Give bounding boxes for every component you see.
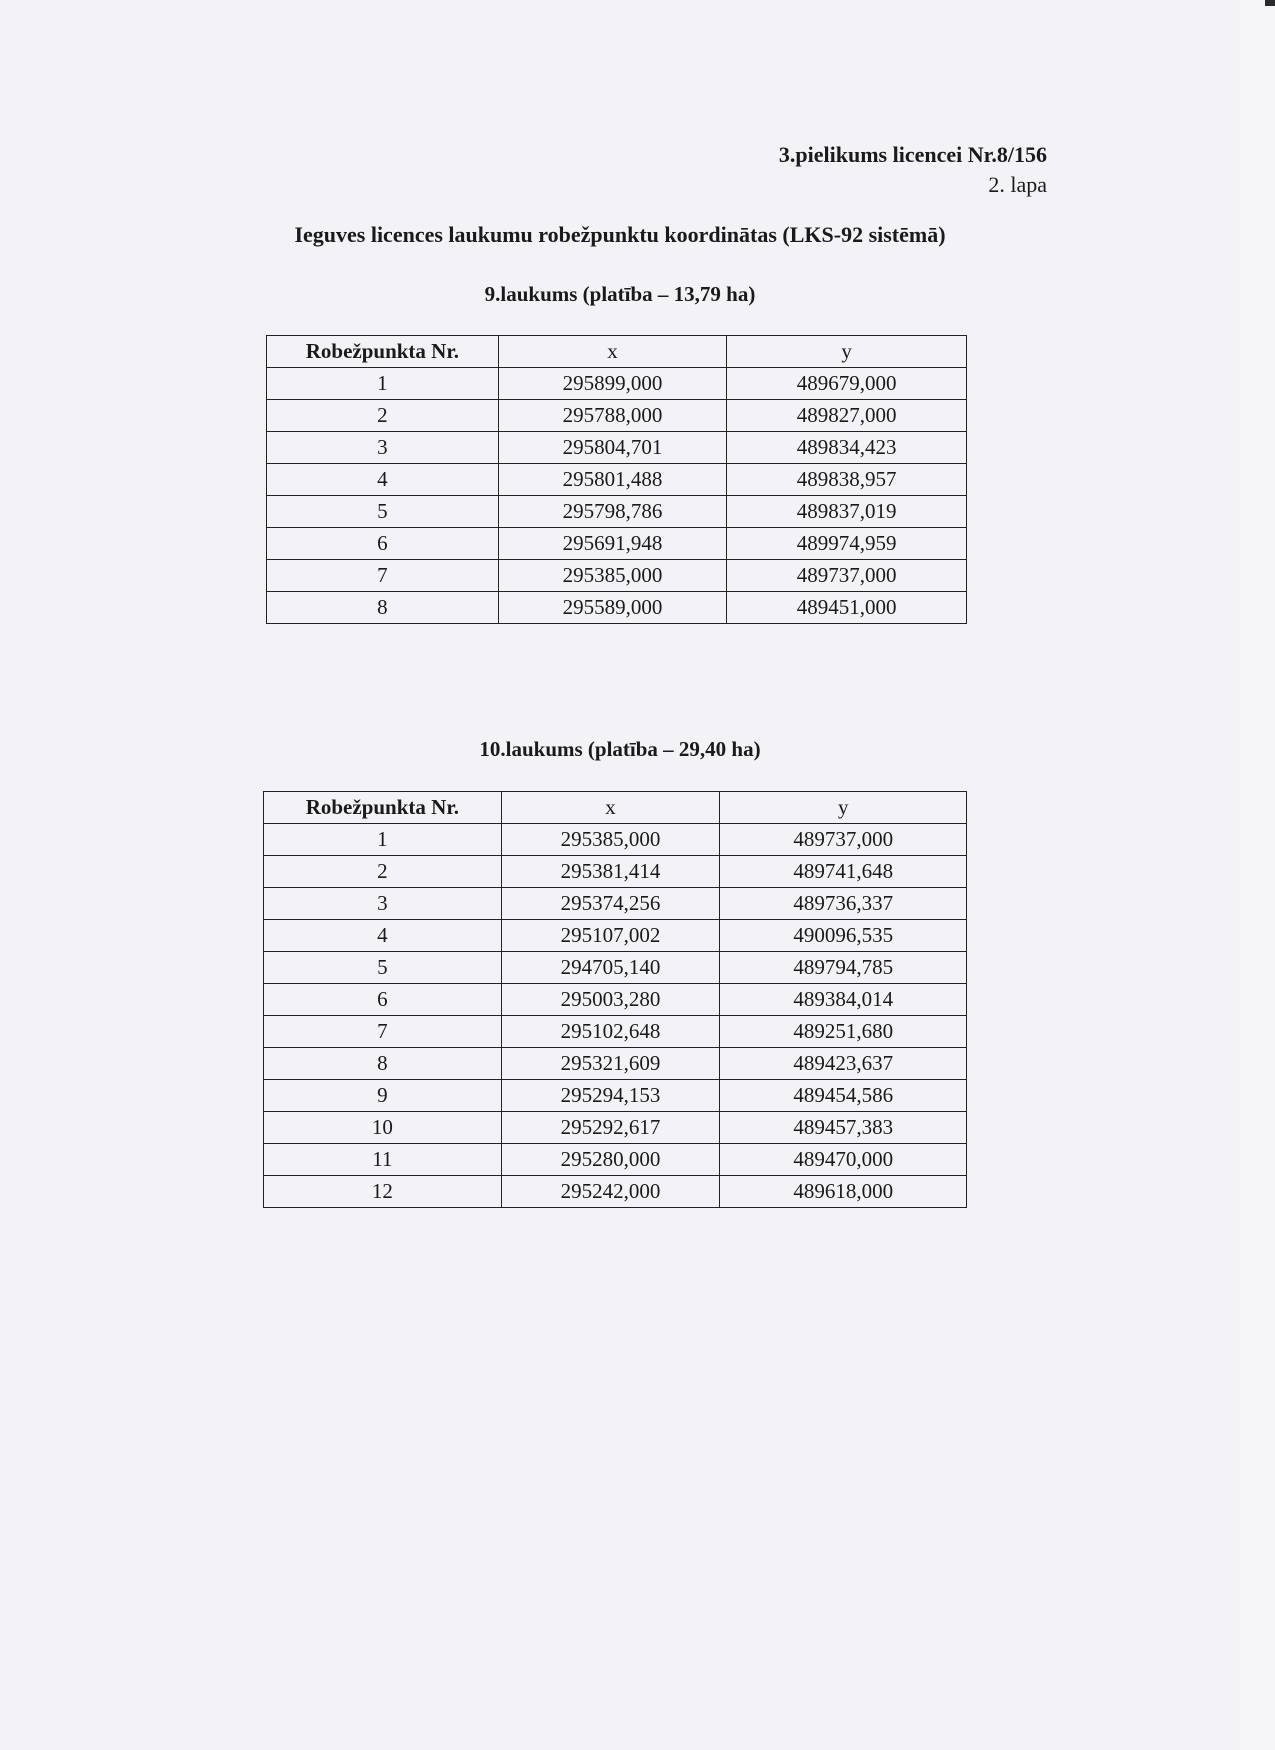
cell-y: 489679,000 — [727, 368, 967, 400]
cell-point-nr: 10 — [264, 1112, 502, 1144]
cell-x: 295003,280 — [501, 984, 720, 1016]
table-row — [264, 1176, 967, 1208]
cell-point-nr: 9 — [264, 1080, 502, 1112]
cell-y: 489737,000 — [727, 560, 967, 592]
cell-y: 489837,019 — [727, 496, 967, 528]
section-title-9: 9.laukums (platība – 13,79 ha) — [484, 282, 756, 306]
table-row — [264, 888, 967, 920]
cell-y: 489451,000 — [727, 592, 967, 624]
cell-point-nr: 8 — [267, 592, 499, 624]
column-header-x: x — [501, 792, 720, 824]
cell-x: 295381,414 — [501, 856, 720, 888]
cell-y: 489974,959 — [727, 528, 967, 560]
cell-x: 295280,000 — [501, 1144, 720, 1176]
cell-x: 295899,000 — [498, 368, 727, 400]
cell-x: 295801,488 — [498, 464, 727, 496]
cell-x: 295107,002 — [501, 920, 720, 952]
cell-y: 489251,680 — [720, 1016, 967, 1048]
cell-point-nr: 4 — [267, 464, 499, 496]
table-header-row — [264, 792, 967, 824]
cell-x: 295385,000 — [498, 560, 727, 592]
cell-point-nr: 3 — [264, 888, 502, 920]
column-header-x: x — [498, 336, 727, 368]
table-row — [264, 1144, 967, 1176]
cell-y: 489384,014 — [720, 984, 967, 1016]
table-body — [264, 824, 967, 1208]
cell-x: 295788,000 — [498, 400, 727, 432]
column-header-point-nr: Robežpunkta Nr. — [264, 792, 502, 824]
cell-point-nr: 6 — [267, 528, 499, 560]
table-row — [264, 856, 967, 888]
column-header-y: y — [727, 336, 967, 368]
cell-x: 295589,000 — [498, 592, 727, 624]
cell-x: 295294,153 — [501, 1080, 720, 1112]
page-number: 2. lapa — [988, 172, 1047, 197]
cell-point-nr: 7 — [264, 1016, 502, 1048]
cell-y: 489794,785 — [720, 952, 967, 984]
cell-point-nr: 5 — [264, 952, 502, 984]
cell-x: 295374,256 — [501, 888, 720, 920]
cell-point-nr: 1 — [267, 368, 499, 400]
cell-y: 489423,637 — [720, 1048, 967, 1080]
cell-x: 295321,609 — [501, 1048, 720, 1080]
scan-edge-mark — [1265, 0, 1275, 6]
cell-point-nr: 4 — [264, 920, 502, 952]
cell-point-nr: 7 — [267, 560, 499, 592]
cell-y: 489457,383 — [720, 1112, 967, 1144]
table-row — [264, 824, 967, 856]
cell-x: 295691,948 — [498, 528, 727, 560]
cell-y: 490096,535 — [720, 920, 967, 952]
cell-y: 489736,337 — [720, 888, 967, 920]
cell-x: 295292,617 — [501, 1112, 720, 1144]
cell-x: 294705,140 — [501, 952, 720, 984]
cell-x: 295102,648 — [501, 1016, 720, 1048]
table-row — [267, 560, 967, 592]
cell-y: 489618,000 — [720, 1176, 967, 1208]
table-row — [264, 984, 967, 1016]
column-header-y: y — [720, 792, 967, 824]
table-row — [264, 1048, 967, 1080]
cell-x: 295385,000 — [501, 824, 720, 856]
table-row — [267, 464, 967, 496]
table-row — [264, 1016, 967, 1048]
scan-edge — [1240, 0, 1275, 1750]
cell-point-nr: 11 — [264, 1144, 502, 1176]
cell-y: 489741,648 — [720, 856, 967, 888]
cell-point-nr: 8 — [264, 1048, 502, 1080]
cell-point-nr: 5 — [267, 496, 499, 528]
cell-point-nr: 2 — [264, 856, 502, 888]
section-title-10: 10.laukums (platība – 29,40 ha) — [479, 737, 761, 761]
cell-point-nr: 1 — [264, 824, 502, 856]
cell-x: 295242,000 — [501, 1176, 720, 1208]
table-header-row — [267, 336, 967, 368]
table-row — [267, 496, 967, 528]
table-row — [267, 592, 967, 624]
cell-x: 295798,786 — [498, 496, 727, 528]
cell-y: 489827,000 — [727, 400, 967, 432]
cell-point-nr: 12 — [264, 1176, 502, 1208]
cell-point-nr: 6 — [264, 984, 502, 1016]
annex-label: 3.pielikums licencei Nr.8/156 — [778, 142, 1047, 167]
page-header — [779, 140, 1047, 200]
cell-y: 489470,000 — [720, 1144, 967, 1176]
table-row — [264, 1080, 967, 1112]
cell-y: 489838,957 — [727, 464, 967, 496]
document-title: Ieguves licences laukumu robežpunktu koordinātas (LKS-92 sistēmā) — [294, 222, 946, 247]
table-row — [264, 920, 967, 952]
table-row — [267, 528, 967, 560]
coordinates-table-9 — [266, 335, 967, 624]
cell-y: 489737,000 — [720, 824, 967, 856]
table-row — [267, 400, 967, 432]
table-body — [267, 368, 967, 624]
table-row — [267, 432, 967, 464]
cell-x: 295804,701 — [498, 432, 727, 464]
cell-y: 489834,423 — [727, 432, 967, 464]
cell-point-nr: 2 — [267, 400, 499, 432]
table-row — [267, 368, 967, 400]
coordinates-table-10 — [263, 791, 967, 1208]
table-row — [264, 1112, 967, 1144]
column-header-point-nr: Robežpunkta Nr. — [267, 336, 499, 368]
table-row — [264, 952, 967, 984]
cell-point-nr: 3 — [267, 432, 499, 464]
cell-y: 489454,586 — [720, 1080, 967, 1112]
